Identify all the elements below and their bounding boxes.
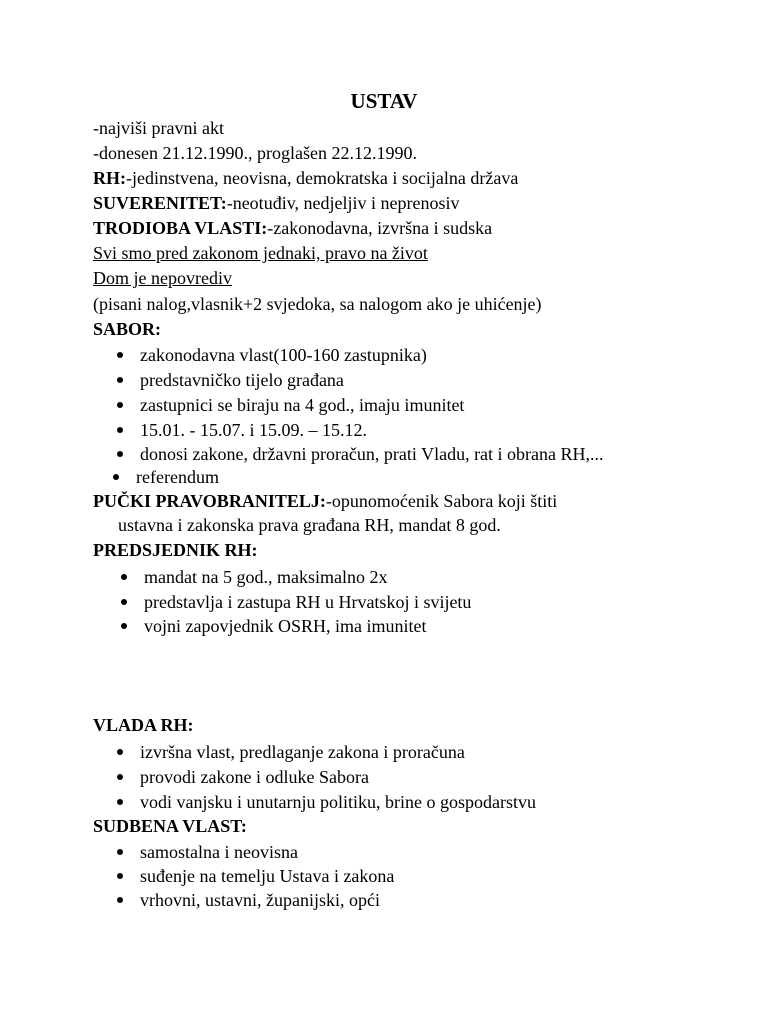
list-item: 15.01. - 15.07. i 15.09. – 15.12. [117,418,367,442]
bullet-icon [117,897,123,903]
list-item: suđenje na temelju Ustava i zakona [117,864,394,888]
suverenitet-label: SUVERENITET: [93,193,227,213]
bullet-icon [121,599,127,605]
bullet-icon [117,451,123,457]
list-item: vojni zapovjednik OSRH, ima imunitet [121,614,426,638]
pucki-label: PUČKI PRAVOBRANITELJ: [93,491,326,511]
bullet-icon [121,574,127,580]
intro-line-1: -najviši pravni akt [93,118,224,138]
bullet-icon [117,799,123,805]
bullet-icon [117,873,123,879]
sudbena-heading: SUDBENA VLAST: [93,816,247,836]
list-item: mandat na 5 god., maksimalno 2x [121,565,387,589]
note-line: (pisani nalog,vlasnik+2 svjedoka, sa nalogom ako je uhićenje) [93,294,542,314]
pucki-text-2: ustavna i zakonska prava građana RH, mandat 8 god. [118,515,501,535]
list-item: vodi vanjsku i unutarnju politiku, brine o gospodarstvu [117,790,536,814]
bullet-icon [117,774,123,780]
equality-line: Svi smo pred zakonom jednaki, pravo na život [93,243,428,263]
bullet-icon [117,377,123,383]
bullet-icon [117,849,123,855]
trodioba-text: -zakonodavna, izvršna i sudska [267,218,493,238]
bullet-icon [117,352,123,358]
list-item: referendum [113,465,219,489]
intro-line-2: -donesen 21.12.1990., proglašen 22.12.1990. [93,143,417,163]
predsjednik-heading: PREDSJEDNIK RH: [93,540,258,560]
list-item: predstavničko tijelo građana [117,368,344,392]
list-item: predstavlja i zastupa RH u Hrvatskoj i svijetu [121,590,471,614]
rh-text: -jedinstvena, neovisna, demokratska i socijalna država [126,168,519,188]
list-item: izvršna vlast, predlaganje zakona i proračuna [117,740,465,764]
pucki-text-1: -opunomoćenik Sabora koji štiti [325,491,558,511]
document-title: USTAV [350,89,418,113]
list-item: vrhovni, ustavni, županijski, opći [117,888,380,912]
list-item: zakonodavna vlast(100-160 zastupnika) [117,343,427,367]
sabor-heading: SABOR: [93,319,162,339]
trodioba-label: TRODIOBA VLASTI: [93,218,268,238]
suverenitet-text: -neotuđiv, nedjeljiv i neprenosiv [226,193,460,213]
trodioba-line [93,216,492,240]
list-item: provodi zakone i odluke Sabora [117,765,369,789]
suverenitet-line [93,191,459,215]
rh-label: RH: [93,168,126,188]
vlada-heading: VLADA RH: [93,715,194,735]
list-item: donosi zakone, državni proračun, prati Vladu, rat i obrana RH,... [117,442,604,466]
list-item: zastupnici se biraju na 4 god., imaju imunitet [117,393,464,417]
bullet-icon [117,427,123,433]
bullet-icon [117,402,123,408]
list-item: samostalna i neovisna [117,840,298,864]
bullet-icon [117,749,123,755]
dom-line: Dom je nepovrediv [93,268,232,288]
pucki-line [93,489,557,513]
bullet-icon [113,474,119,480]
bullet-icon [121,623,127,629]
rh-line [93,166,518,190]
